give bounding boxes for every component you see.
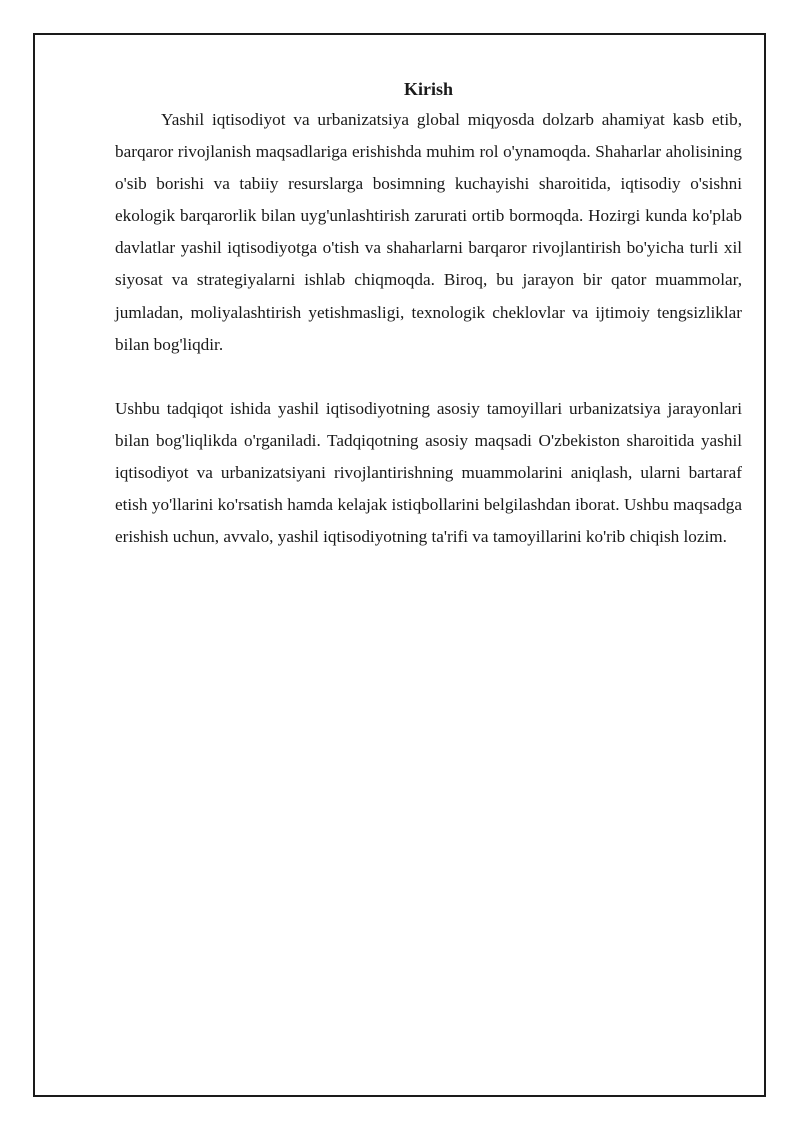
document-body xyxy=(115,76,742,553)
page-title: Kirish xyxy=(403,79,453,99)
paragraph-intro: Yashil iqtisodiyot va urbanizatsiya global miqyosda dolzarb ahamiyat kasb etib, barqaror rivojlanish maqsadlariga erishishda muhim rol o'ynamoqda. Shaharlar aholisining o'sib borishi va tabiiy resurslarga bosimning kuchayishi sharoitida, iqtisodiy o'sishni ekologik barqarorlik bilan uyg'unlashtirish zarurati ortib bormoqda. Hozirgi kunda ko'plab davlatlar yashil iqtisodiyotga o'tish va shaharlarni barqaror rivojlantirish bo'yicha turli xil siyosat va strategiyalarni ishlab chiqmoqda. Biroq, bu jarayon bir qator muammolar, jumladan, moliyalashtirish yetishmasligi, texnologik cheklovlar va ijtimoiy tengsizliklar bilan bog'liqdir. xyxy=(115,110,742,354)
paragraph-spacer xyxy=(115,361,742,393)
paragraph-research-aim: Ushbu tadqiqot ishida yashil iqtisodiyotning asosiy tamoyillari urbanizatsiya jarayonlari bilan bog'liqlikda o'rganiladi. Tadqiqotning asosiy maqsadi O'zbekiston sharoitida yashil iqtisodiyot va urbanizatsiyani rivojlantirishning muammolarini aniqlash, ularni bartaraf etish yo'llarini ko'rsatish hamda kelajak istiqbollarini belgilashdan iborat. Ushbu maqsadga erishish uchun, avvalo, yashil iqtisodiyotning ta'rifi va tamoyillarini ko'rib chiqish lozim. xyxy=(115,398,742,547)
